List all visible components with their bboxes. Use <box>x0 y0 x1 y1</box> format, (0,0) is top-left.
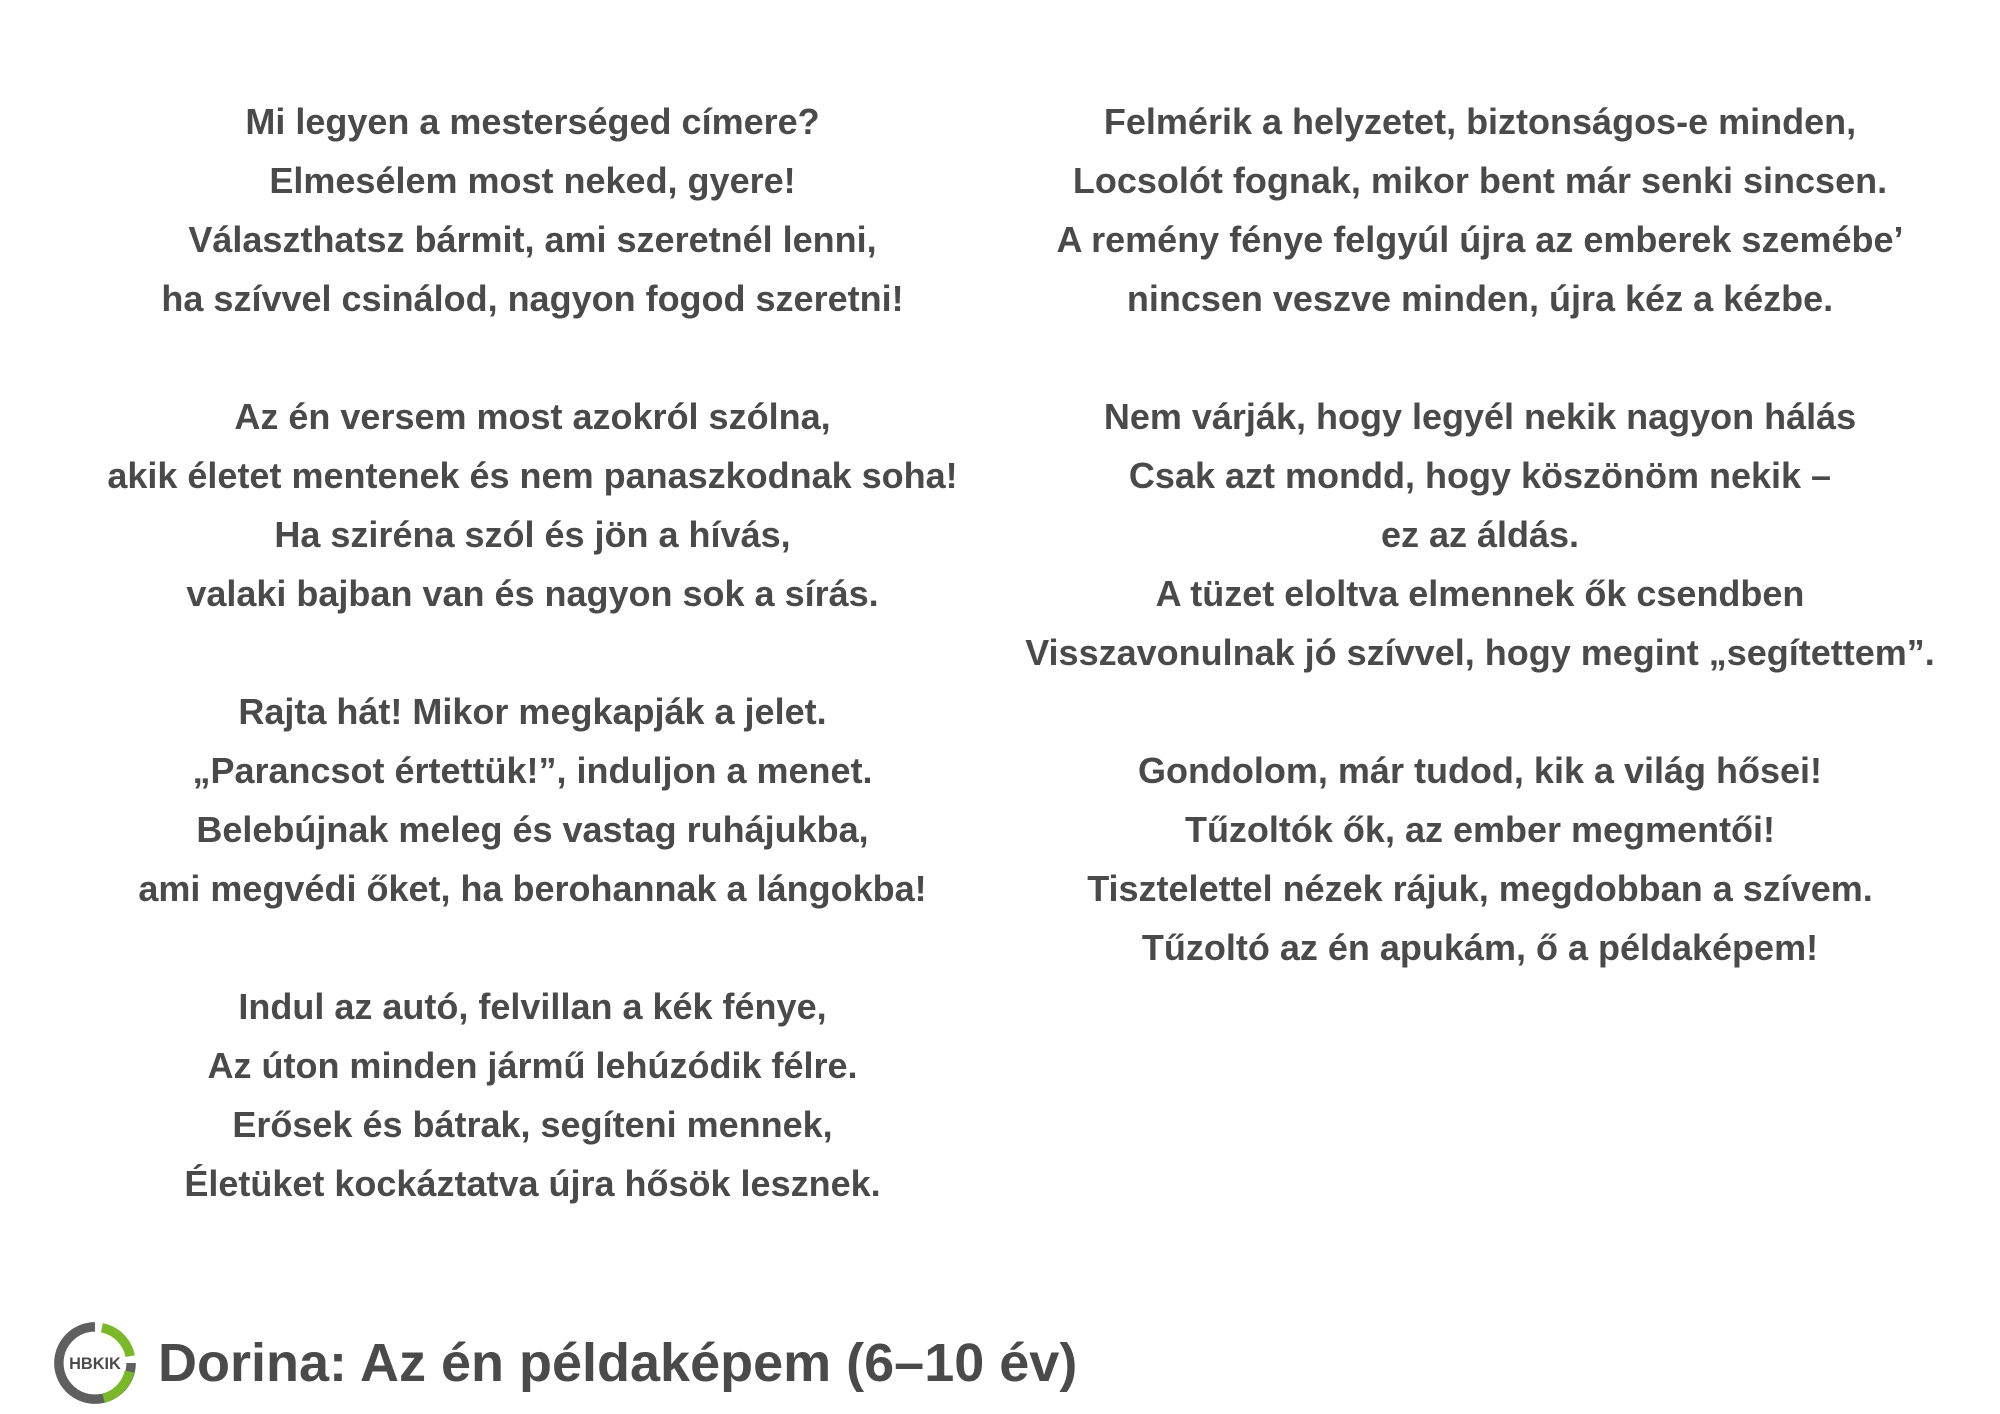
poem-line: ami megvédi őket, ha berohannak a lángokba! <box>138 868 927 909</box>
poem-line: Visszavonulnak jó szívvel, hogy megint „segítettem”. <box>1025 632 1935 673</box>
poem-line: Belebújnak meleg és vastag ruhájukba, <box>196 809 869 850</box>
poem-line: Ha sziréna szól és jön a hívás, <box>274 514 791 555</box>
logo-text: HBKIK <box>69 1355 121 1374</box>
stanza-3 <box>80 682 985 918</box>
poem-line: ha szívvel csinálod, nagyon fogod szeretni! <box>161 278 904 319</box>
hbkik-logo-icon <box>52 1320 138 1406</box>
poem-line: „Parancsot értettük!”, induljon a menet. <box>192 750 873 791</box>
poem-line: Tűzoltó az én apukám, ő a példaképem! <box>1141 927 1819 968</box>
poem-line: nincsen veszve minden, újra kéz a kézbe. <box>1126 278 1834 319</box>
poem-line: Erősek és bátrak, segíteni mennek, <box>232 1104 833 1145</box>
poem-line: Rajta hát! Mikor megkapják a jelet. <box>238 691 827 732</box>
document-title: Dorina: Az én példaképem (6–10 év) <box>158 1333 1078 1393</box>
poem-line: Az én versem most azokról szólna, <box>234 396 831 437</box>
poem-line: Gondolom, már tudod, kik a világ hősei! <box>1137 750 1823 791</box>
poem-line: Az úton minden jármű lehúzódik félre. <box>207 1045 858 1086</box>
poem-line: Nem várják, hogy legyél nekik nagyon hálás <box>1103 396 1857 437</box>
poem-line: A remény fénye felgyúl újra az emberek szemébe’ <box>1056 219 1904 260</box>
stanza-4 <box>80 977 985 1213</box>
poem-line: Csak azt mondd, hogy köszönöm nekik – <box>1128 455 1832 496</box>
poem-line: Mi legyen a mesterséged címere? <box>245 101 820 142</box>
poem-line: Indul az autó, felvillan a kék fénye, <box>238 986 827 1027</box>
poem-line: akik életet mentenek és nem panaszkodnak soha! <box>107 455 958 496</box>
poem-line: Felmérik a helyzetet, biztonságos-e minden, <box>1103 101 1857 142</box>
poem-line: Elmesélem most neked, gyere! <box>269 160 796 201</box>
poem-line: valaki bajban van és nagyon sok a sírás. <box>186 573 879 614</box>
footer <box>52 1318 1077 1408</box>
poem-line: Locsolót fognak, mikor bent már senki sincsen. <box>1072 160 1888 201</box>
poem-line: Tűzoltók ők, az ember megmentői! <box>1184 809 1776 850</box>
stanza-1 <box>80 92 985 328</box>
stanza-5 <box>1000 92 1960 328</box>
poem-line: Választhatsz bármit, ami szeretnél lenni, <box>188 219 877 260</box>
poem-line: Életüket kockáztatva újra hősök lesznek. <box>184 1163 881 1204</box>
poem-left-column <box>80 92 985 1272</box>
stanza-2 <box>80 387 985 623</box>
poem-line: ez az áldás. <box>1380 514 1580 555</box>
poem-line: Tisztelettel nézek rájuk, megdobban a szívem. <box>1087 868 1873 909</box>
poem-line: A tüzet eloltva elmennek ők csendben <box>1155 573 1805 614</box>
poem-right-column <box>1000 92 1960 1036</box>
stanza-7 <box>1000 741 1960 977</box>
stanza-6 <box>1000 387 1960 682</box>
